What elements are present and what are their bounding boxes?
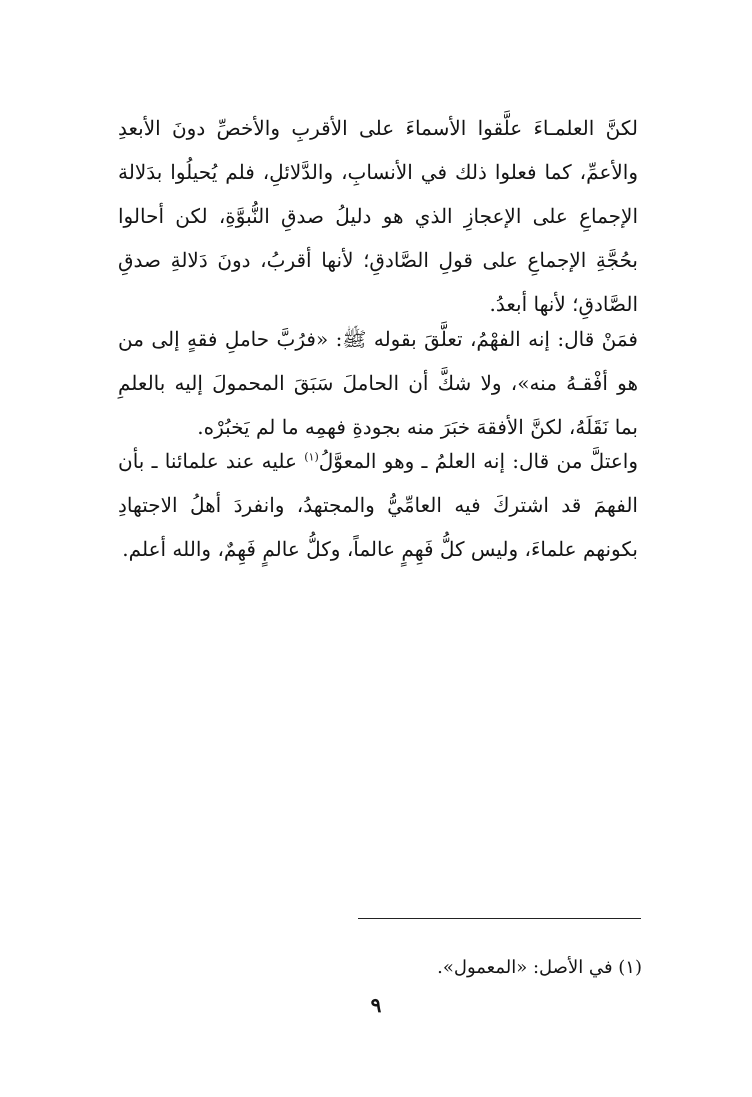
- footnote-reference: (١): [304, 450, 319, 464]
- paragraph-1: لكنَّ العلمـاءَ علَّقوا الأسماءَ على الأقربِ والأخصِّ دونَ الأبعدِ والأعمِّ، كما فعلوا ذلك في الأنسابِ، والدَّلائلِ، فلم يُحيلُوا بدَلالة الإجماعِ على الإعجازِ الذي هو دليلُ صدقِ النُّبوَّةِ، لكن أحالوا بحُجَّةِ الإجماعِ على قولِ الصَّادقِ؛ لأنها أقربُ، دونَ دَلالةِ صدقِ الصَّادقِ؛ لأنها أبعدُ.: [118, 116, 639, 316]
- paragraph-3-start: واعتلَّ من قال: إنه العلمُ ـ وهو المعوَّلُ: [318, 449, 639, 473]
- paragraph-3: [118, 439, 638, 571]
- paragraph-2: فمَنْ قال: إنه الفهْمُ، تعلَّقَ بقوله ﷺ: «فرُبَّ حاملِ فقهٍ إلى من هو أفْقـهُ منه»، ولا شكَّ أن الحاملَ سَبَقَ المحمولَ إليه بالعلمِ بما نَقَلَهُ، لكنَّ الأفقهَ خبَرَ منه بجودةِ فهمِه ما لم يَخبُرْه.: [118, 327, 638, 439]
- footnote: (١) في الأصل: «المعمول».: [437, 957, 642, 978]
- footnote-separator: [358, 918, 641, 919]
- page-number: ٩: [370, 993, 382, 1017]
- paragraph-3-end: عليه عند علمائنا ـ بأن الفهمَ قد اشتركَ فيه العامِّيُّ والمجتهدُ، وانفردَ أهلُ الاجتهادِ بكونهم علماءَ، وليس كلُّ فَهِمٍ عالماً، وكلُّ عالمٍ فَهِمٌ، والله أعلم.: [118, 449, 638, 561]
